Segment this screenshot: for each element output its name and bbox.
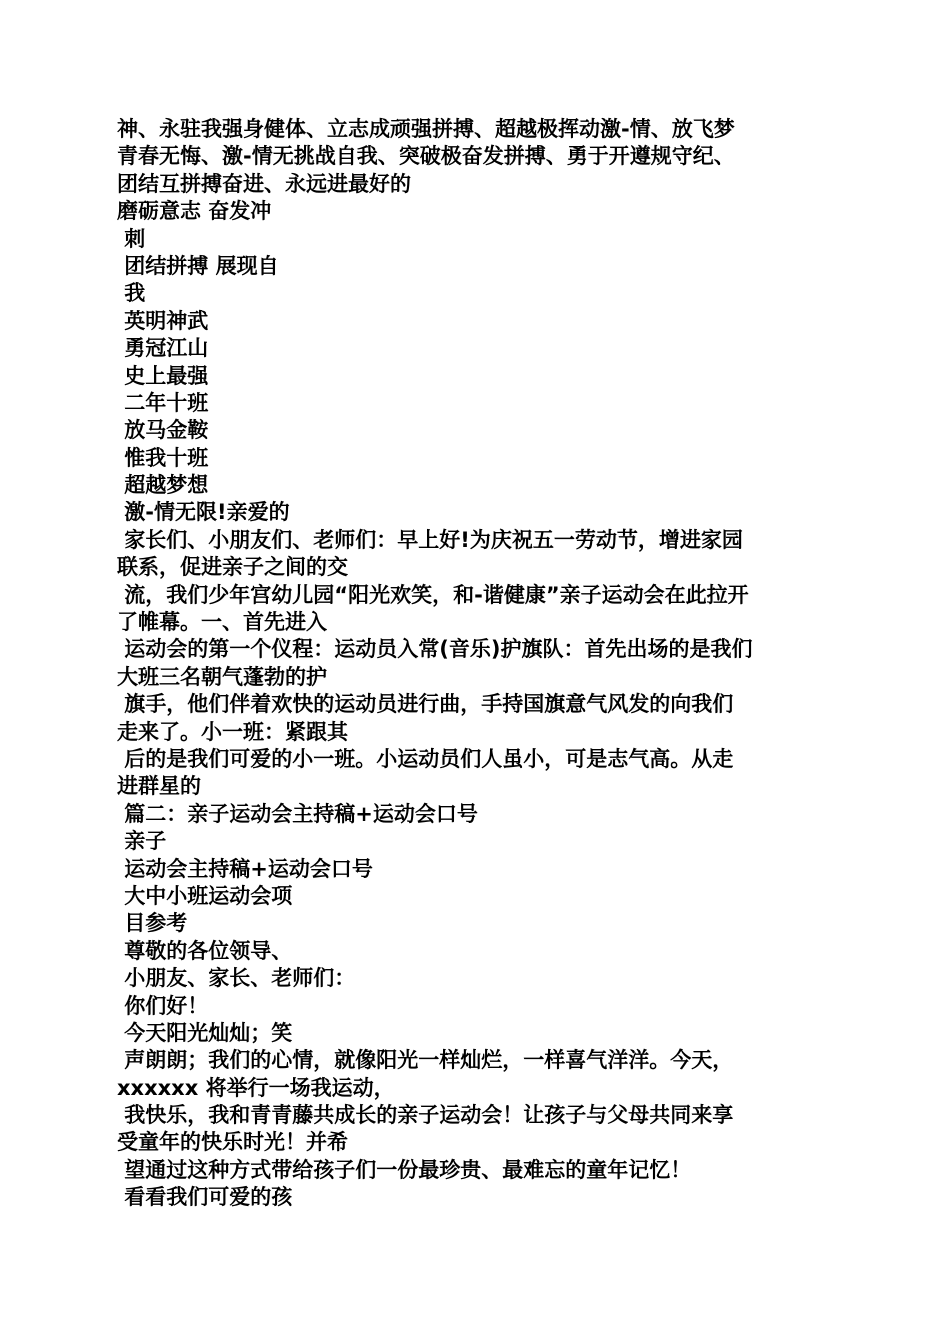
text-line: 你们好！ (117, 993, 209, 1018)
text-line: 运动会的第一个仪程：运动员入常(音乐)护旗队：首先出场的是我们 (117, 637, 753, 662)
text-line: 超越梦想 (117, 473, 209, 498)
text-line: 家长们、小朋友们、老师们：早上好!为庆祝五一劳动节，增进家园 (117, 527, 743, 552)
text-line: 目参考 (117, 911, 188, 936)
text-line: 团结互拼搏奋进、永远进最好的 (117, 171, 411, 196)
text-line: 我快乐，我和青青藤共成长的亲子运动会！让孩子与父母共同来享 (117, 1103, 734, 1128)
text-line: 看看我们可爱的孩 (117, 1185, 293, 1210)
text-line: 旗手，他们伴着欢快的运动员进行曲，手持国旗意气风发的向我们 (117, 692, 734, 717)
text-line: 史上最强 (117, 363, 209, 388)
text-line: 刺 (117, 226, 146, 251)
text-line: 了帷幕。一、首先进入 (117, 610, 327, 635)
text-line: 青春无悔、激-情无挑战自我、突破极奋发拼搏、勇于开遵规守纪、 (117, 144, 735, 169)
text-line: 团结拼搏 展现自 (117, 253, 279, 278)
text-line: 篇二：亲子运动会主持稿+运动会口号 (117, 801, 478, 826)
text-line: 小朋友、家长、老师们： (117, 966, 356, 991)
text-line: 大班三名朝气蓬勃的护 (117, 664, 327, 689)
text-line: 后的是我们可爱的小一班。小运动员们人虽小，可是志气高。从走 (117, 746, 734, 771)
text-line: 神、永驻我强身健体、立志成顽强拼搏、超越极挥动激-情、放飞梦 (117, 117, 735, 141)
text-line: 声朗朗；我们的心情，就像阳光一样灿烂，一样喜气洋洋。今天， (117, 1048, 734, 1073)
text-line: 流，我们少年宫幼儿园“阳光欢笑，和-谐健康”亲子运动会在此拉开 (117, 582, 749, 607)
text-line: 勇冠江山 (117, 336, 209, 361)
text-line: 联系，促进亲子之间的交 (117, 555, 348, 580)
text-line: 激-情无限!亲爱的 (117, 500, 290, 525)
text-line: 磨砺意志 奋发冲 (117, 199, 272, 224)
text-line: 受童年的快乐时光！并希 (117, 1130, 348, 1155)
text-line: 我 (117, 281, 146, 306)
document-body (117, 116, 847, 1212)
text-line: 走来了。小一班：紧跟其 (117, 719, 348, 744)
text-line: xxxxxx 将举行一场我运动， (117, 1075, 395, 1100)
text-line: 放马金鞍 (117, 418, 209, 443)
text-line: 英明神武 (117, 308, 209, 333)
text-line: 亲子 (117, 829, 167, 854)
text-line: 尊敬的各位领导、 (117, 938, 293, 963)
text-line: 二年十班 (117, 390, 209, 415)
text-line: 望通过这种方式带给孩子们一份最珍贵、最难忘的童年记忆！ (117, 1157, 692, 1182)
text-line: 大中小班运动会项 (117, 883, 293, 908)
text-line: 进群星的 (117, 774, 201, 799)
text-line: 惟我十班 (117, 445, 209, 470)
text-line: 今天阳光灿灿；笑 (117, 1020, 293, 1045)
text-line: 运动会主持稿+运动会口号 (117, 856, 373, 881)
